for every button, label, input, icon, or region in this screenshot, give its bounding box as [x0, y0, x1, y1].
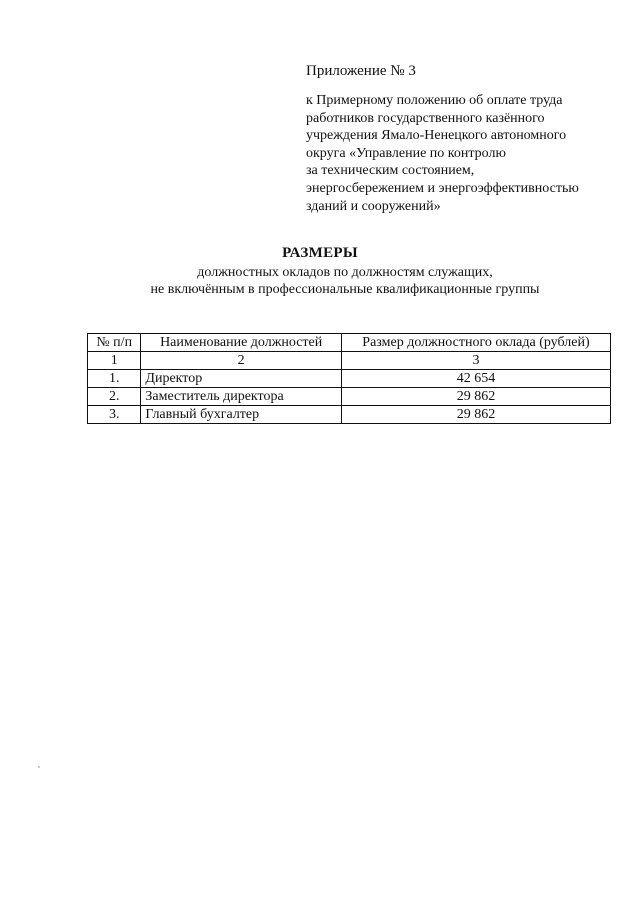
appendix-reference: [306, 92, 616, 215]
row-position: Главный бухгалтер: [141, 406, 342, 424]
reference-line: к Примерному положению об оплате труда: [306, 93, 563, 108]
row-position: Заместитель директора: [141, 388, 342, 406]
header-salary: Размер должностного оклада (рублей): [341, 334, 610, 352]
subtitle-line: должностных окладов по должностям служащих,: [197, 265, 493, 280]
table-row: [88, 406, 611, 424]
row-num: 1.: [88, 370, 141, 388]
table-row: [88, 388, 611, 406]
reference-line: за техническим состоянием,: [306, 163, 475, 179]
row-num: 3.: [88, 406, 141, 424]
column-number: 3: [341, 352, 610, 370]
scan-speck: [38, 766, 40, 768]
reference-line: работников государственного казённого: [306, 110, 545, 126]
header-position: Наименование должностей: [141, 334, 342, 352]
reference-line: округа «Управление по контролю: [306, 145, 506, 161]
row-salary: 42 654: [341, 370, 610, 388]
document-title: РАЗМЕРЫ: [282, 245, 358, 261]
row-num: 2.: [88, 388, 141, 406]
row-salary: 29 862: [341, 406, 610, 424]
column-number: 1: [88, 352, 141, 370]
row-position: Директор: [141, 370, 342, 388]
header-num: № п/п: [88, 334, 141, 352]
column-number: 2: [141, 352, 342, 370]
reference-line: зданий и сооружений»: [306, 198, 441, 214]
salary-table: [87, 333, 611, 424]
row-salary: 29 862: [341, 388, 610, 406]
reference-line: учреждения Ямало-Ненецкого автономного: [306, 128, 567, 144]
subtitle-line: не включённым в профессиональные квалификационные группы: [150, 282, 540, 297]
table-row: [88, 370, 611, 388]
document-subtitle: [0, 264, 640, 298]
column-number-row: [88, 352, 611, 370]
reference-line: энергосбережением и энергоэффективностью: [306, 180, 579, 196]
appendix-label: Приложение № 3: [306, 63, 416, 79]
table-header-row: [88, 334, 611, 352]
